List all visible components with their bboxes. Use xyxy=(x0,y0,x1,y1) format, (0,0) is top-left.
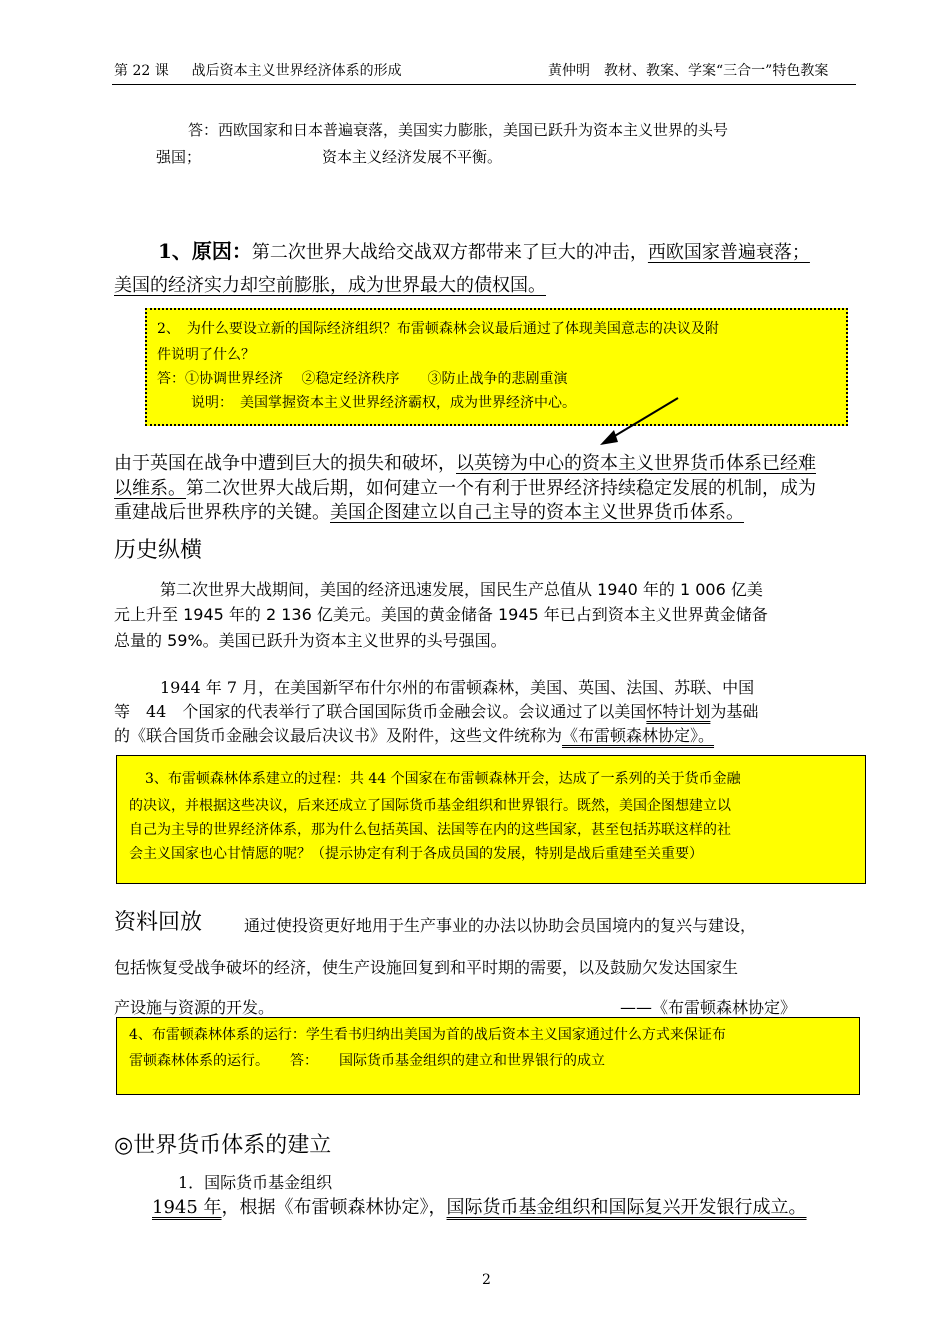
arrow-head xyxy=(600,430,618,445)
britain-l2a: 以维系。 xyxy=(114,478,186,499)
box4-line2: 雷顿森林体系的运行。 答： 国际货币基金组织的建立和世界银行的成立 xyxy=(129,1053,605,1069)
arrow-annotation xyxy=(590,392,690,452)
reason-line2: 美国的经济实力却空前膨胀，成为世界最大的债权国。 xyxy=(114,275,546,296)
reason-line1 xyxy=(158,235,810,264)
intro-answer-line2b: 资本主义经济发展不平衡。 xyxy=(322,148,503,166)
header-right: 黄仲明 教材、教案、学案“三合一”特色教案 xyxy=(548,63,829,79)
system-l2b: ，根据《布雷顿森林协定》， xyxy=(221,1197,447,1218)
history-p1-l1: 第二次世界大战期间，美国的经济迅速发展，国民生产总值从 1940 年的 1 006 亿美 xyxy=(160,580,763,599)
britain-l1b: 以英镑为中心的资本主义世界货币体系已经难 xyxy=(456,453,816,474)
box3-line2: 的决议，并根据这些决议，后来还成立了国际货币基金组织和世界银行。既然，美国企图想建立以 xyxy=(129,798,731,814)
intro-answer-line1: 答：西欧国家和日本普遍衰落，美国实力膨胀，美国已跃升为资本主义世界的头号 xyxy=(188,121,729,139)
history-heading: 历史纵横 xyxy=(114,538,203,563)
britain-l3a: 重建战后世界秩序的关键。 xyxy=(114,502,330,523)
history-p2-white-plan: 怀特计划 xyxy=(646,702,711,721)
box3-line3: 自己为主导的世界经济体系，那为什么包括英国、法国等在内的这些国家，甚至包括苏联这样的社 xyxy=(129,822,731,838)
material-heading: 资料回放 xyxy=(114,910,203,935)
page-number: 2 xyxy=(482,1272,491,1288)
box2-line4: 说明： 美国掌握资本主义世界经济霸权，成为世界经济中心。 xyxy=(191,395,576,411)
reason-text1-underlined: 西欧国家普遍衰落； xyxy=(647,242,810,263)
history-p2-l3a: 的《联合国货币金融会议最后决议书》及附件，这些文件统称为 xyxy=(114,726,563,745)
material-source: ——《布雷顿森林协定》 xyxy=(620,998,797,1017)
box3-line1: 3、布雷顿森林体系建立的过程：共 44 个国家在布雷顿森林开会，达成了一系列的关于货币金融 xyxy=(145,771,741,787)
material-l1: 通过使投资更好地用于生产事业的办法以协助会员国境内的复兴与建设， xyxy=(244,916,757,935)
box2-line1: 2、 为什么要设立新的国际经济组织？布雷顿森林会议最后通过了体现美国意志的决议及附 xyxy=(157,321,719,337)
history-p1-l3: 总量的 59%。美国已跃升为资本主义世界的头号强国。 xyxy=(114,631,507,650)
reason-text1: 第二次世界大战给交战双方都带来了巨大的冲击， xyxy=(251,242,648,263)
britain-l2b: 第二次世界大战后期，如何建立一个有利于世界经济持续稳定发展的机制，成为 xyxy=(186,478,816,499)
history-p2-l2a: 等 44 个国家的代表举行了联合国国际货币金融会议。会议通过了以美国 xyxy=(114,702,647,721)
question-box-4 xyxy=(116,1017,860,1095)
material-l3: 产设施与资源的开发。 xyxy=(114,998,275,1017)
britain-l1a: 由于英国在战争中遭到巨大的损失和破坏， xyxy=(114,453,456,474)
history-p2-l2 xyxy=(114,699,758,722)
question-box-3 xyxy=(116,755,866,884)
reason-label: 1、原因： xyxy=(158,239,252,263)
history-p2-l1: 1944 年 7 月，在美国新罕布什尔州的布雷顿森林，美国、英国、法国、苏联、中国 xyxy=(160,678,755,697)
box3-line4: 会主义国家也心甘情愿的呢？（提示协定有利于各成员国的发展，特别是战后重建至关重要） xyxy=(129,846,703,862)
britain-l3b: 美国企图建立以自己主导的资本主义世界货币体系。 xyxy=(330,502,744,523)
system-year: 1945 年 xyxy=(152,1197,222,1218)
britain-line1 xyxy=(114,449,816,475)
question-box-2 xyxy=(145,308,848,426)
material-l2: 包括恢复受战争破坏的经济，使生产设施回复到和平时期的需要，以及鼓励欠发达国家生 xyxy=(114,958,739,977)
system-line2 xyxy=(152,1193,807,1219)
box2-line3: 答：①协调世界经济 ②稳定经济秩序 ③防止战争的悲剧重演 xyxy=(157,371,568,387)
history-p2-l3 xyxy=(114,723,714,746)
system-heading: ◎世界货币体系的建立 xyxy=(114,1133,332,1158)
intro-answer-line2a: 强国； xyxy=(156,148,202,166)
history-p1-l2: 元上升至 1945 年的 2 136 亿美元。美国的黄金储备 1945 年已占到资本主义世界黄金储备 xyxy=(114,605,768,624)
system-l2c: 国际货币基金组织和国际复兴开发银行成立。 xyxy=(446,1197,807,1218)
history-p2-l2c: 为基础 xyxy=(710,702,759,721)
history-p2-agreement: 《布雷顿森林协定》。 xyxy=(562,726,715,745)
header-rule xyxy=(112,84,856,85)
box2-line2: 件说明了什么？ xyxy=(157,347,255,363)
header-left: 第 22 课 战后资本主义世界经济体系的形成 xyxy=(114,63,402,79)
britain-line2 xyxy=(114,474,816,500)
box4-line1: 4、布雷顿森林体系的运行：学生看书归纳出美国为首的战后资本主义国家通过什么方式来保证布 xyxy=(129,1027,726,1043)
britain-line3 xyxy=(114,498,744,524)
arrow-line xyxy=(608,398,678,440)
system-item1: 1．国际货币基金组织 xyxy=(178,1173,333,1192)
